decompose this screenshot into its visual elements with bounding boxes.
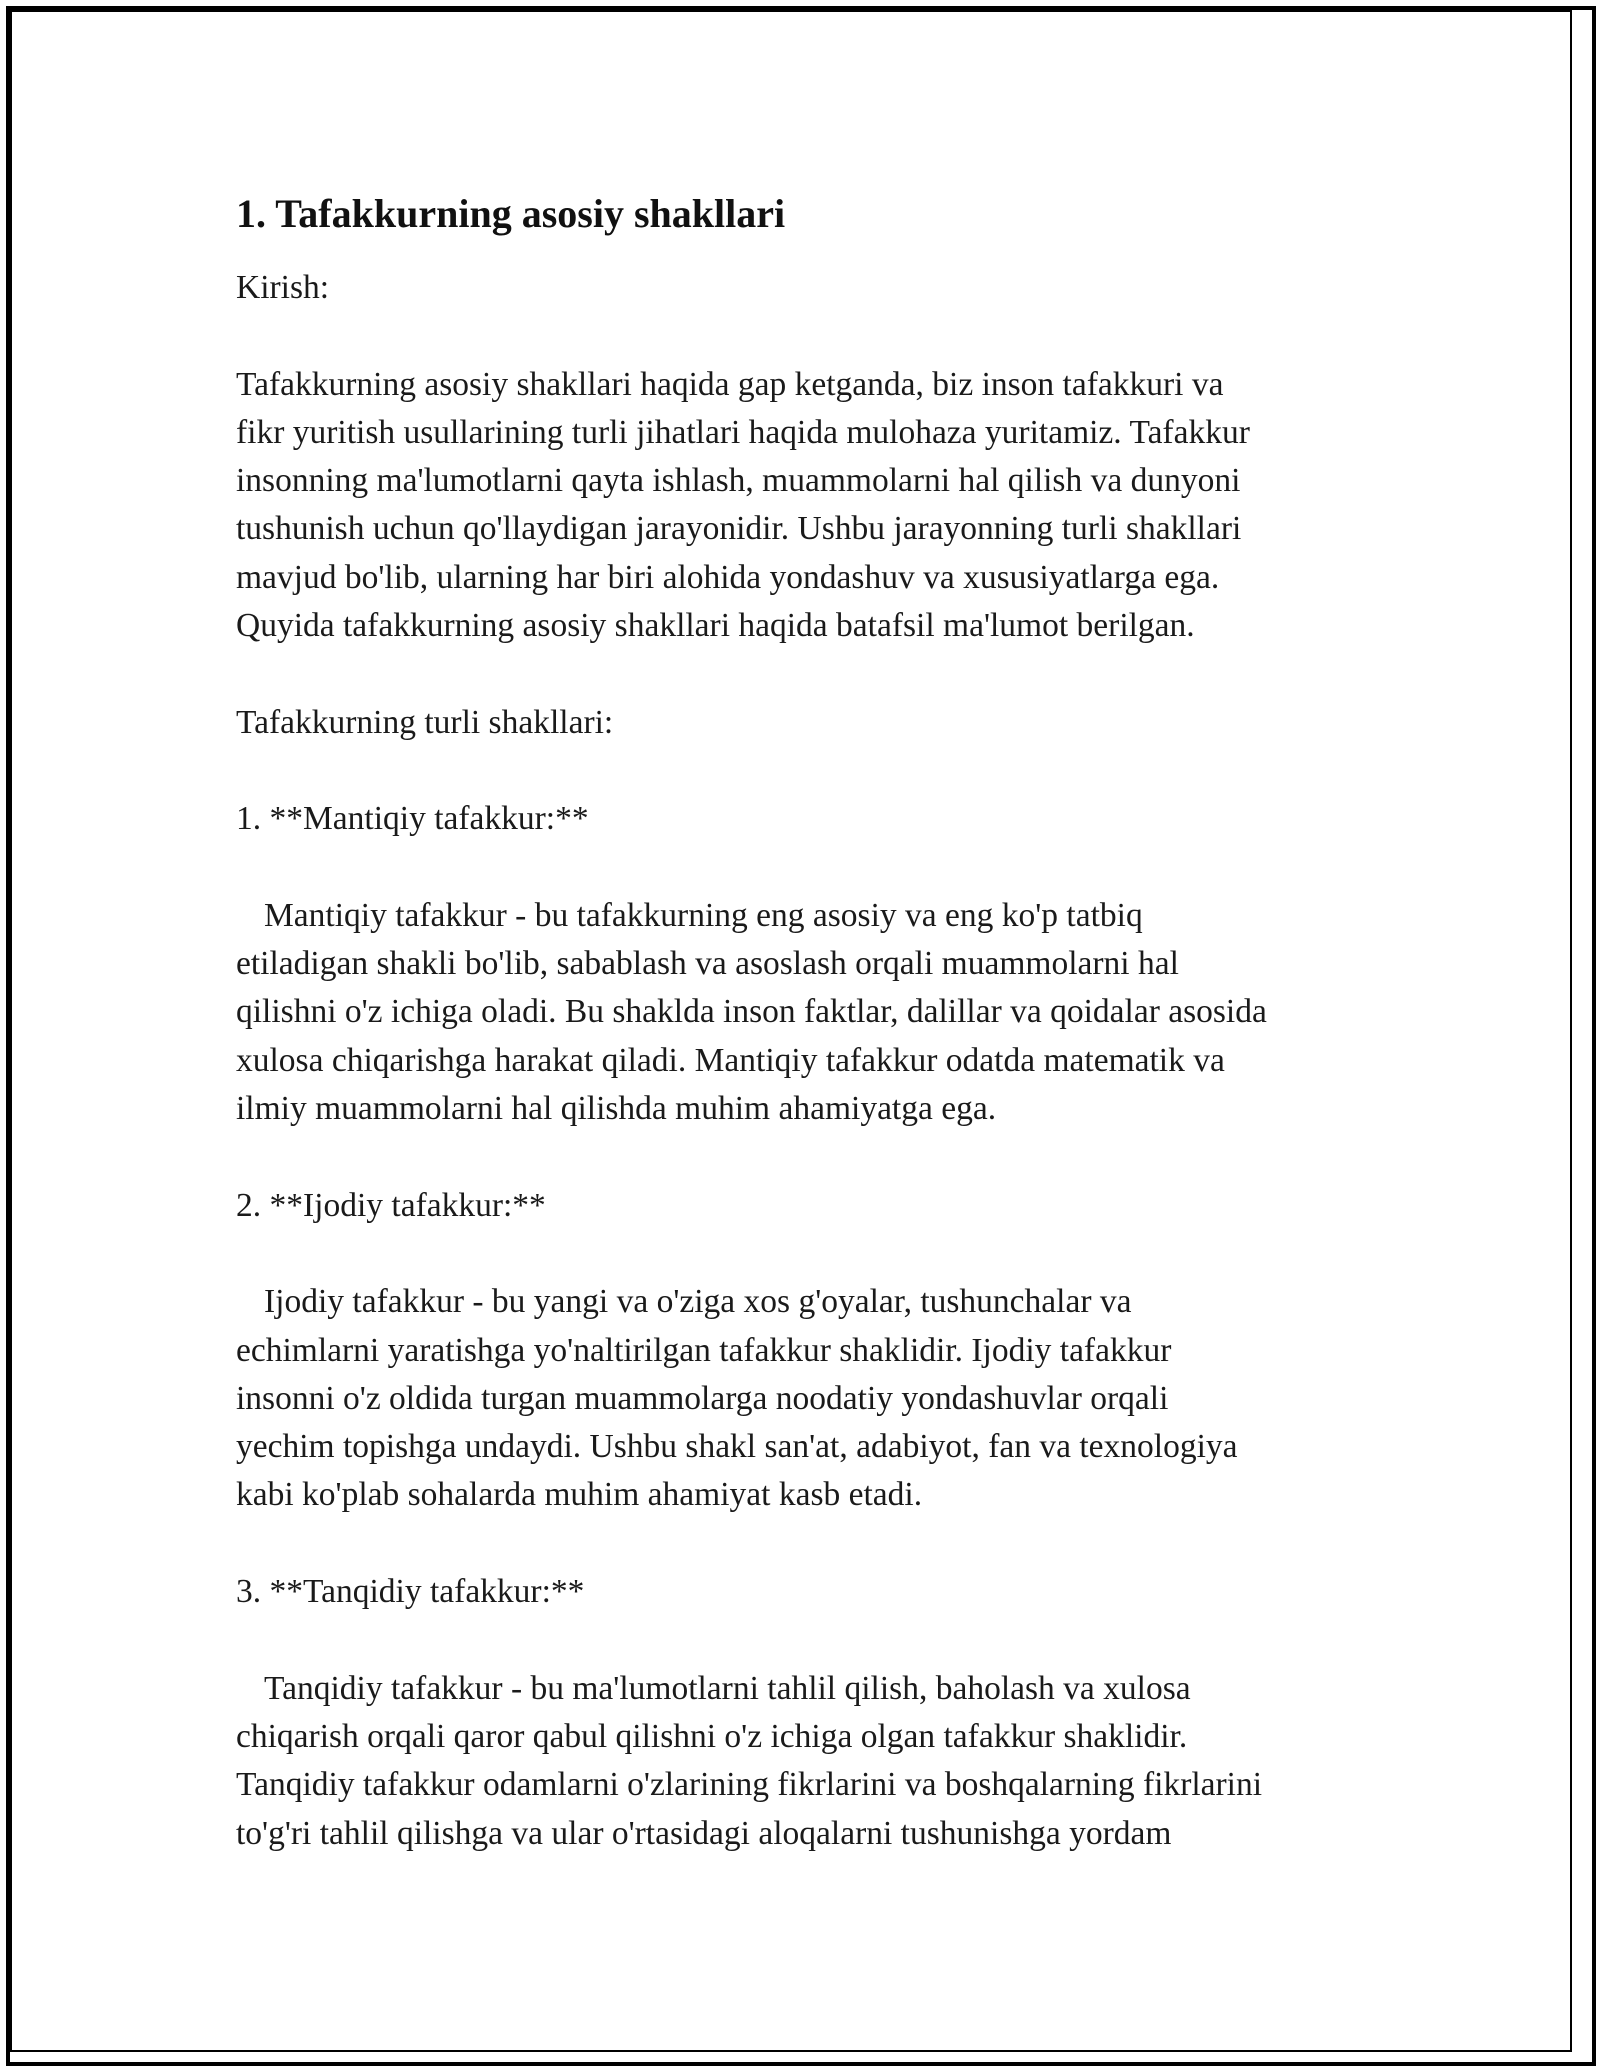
intro-label: Kirish: — [236, 269, 330, 306]
section-heading-critical: 3. **Tanqidiy tafakkur:** — [236, 1573, 585, 1611]
intro-paragraph: Tafakkurning asosiy shakllari haqida gap ketganda, biz inson tafakkuri va fikr yuritish usullarining turli jihatlari haqida mulohaza yuritamiz. Tafakkur insonning ma'lumotlarni qayta ishlash, muammolarni hal qilish va dunyoni tushunish uchun qo'llaydigan jarayonidir. Ushbu jarayonning turli shakllari mavjud bo'lib, ularning har biri alohida yondashuv va xususiyatlarga ega. Quyida tafakkurning asosiy shakllari haqida batafsil ma'lumot berilgan. — [236, 365, 1250, 645]
section-text-logical: Mantiqiy tafakkur - bu tafakkurning eng asosiy va eng ko'p tatbiq etiladigan shakli bo'lib, sabablash va asoslash orqali muammolarni hal qilishni o'z ichiga oladi. Bu shaklda inson faktlar, dalillar va qoidalar asosida xulosa chiqarishga harakat qiladi. Mantiqiy tafakkur odatda matematik va ilmiy muammolarni hal qilishda muhim ahamiyatga ega. — [236, 896, 1267, 1128]
document-page — [236, 186, 1372, 1858]
section-heading-creative: 2. **Ijodiy tafakkur:** — [236, 1186, 546, 1224]
section-heading-logical: 1. **Mantiqiy tafakkur:** — [236, 800, 589, 838]
section-text-creative: Ijodiy tafakkur - bu yangi va o'ziga xos g'oyalar, tushunchalar va echimlarni yaratishga yo'naltirilgan tafakkur shaklidir. Ijodiy tafakkur insonni o'z oldida turgan muammolarga noodatiy yondashuvlar orqali yechim topishga undaydi. Ushbu shakl san'at, adabiyot, fan va texnologiya kabi ko'plab sohalarda muhim ahamiyat kasb etadi. — [236, 1283, 1238, 1514]
types-heading: Tafakkurning turli shakllari: — [236, 703, 614, 741]
document-title: 1. Tafakkurning asosiy shakllari — [236, 191, 786, 236]
section-text-critical: Tanqidiy tafakkur - bu ma'lumotlarni tahlil qilish, baholash va xulosa chiqarish orqali qaror qabul qilishni o'z ichiga olgan tafakkur shaklidir. Tanqidiy tafakkur odamlarni o'zlarining fikrlarini va boshqalarning fikrlarini to'g'ri tahlil qilishga va ular o'rtasidagi aloqalarni tushunishga yordam — [236, 1669, 1263, 1852]
